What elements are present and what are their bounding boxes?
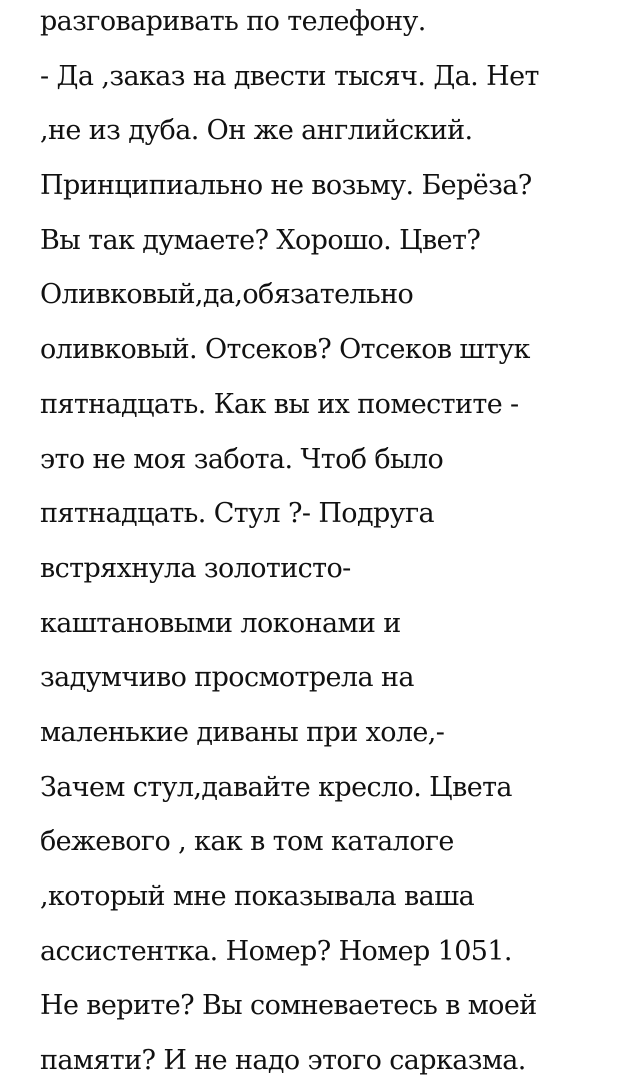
text-line: каштановыми локонами и <box>40 607 401 639</box>
text-line: пятнадцать. Как вы их поместите - <box>40 388 519 420</box>
text-line: - Да ,заказ на двести тысяч. Да. Нет <box>40 60 539 92</box>
text-line: встряхнула золотисто- <box>40 552 351 584</box>
text-line: Не верите? Вы сомневаетесь в моей <box>40 990 537 1022</box>
text-line: ,который мне показывала ваша <box>40 881 475 912</box>
text-line: Вы так думаете? Хорошо. Цвет? <box>40 224 481 256</box>
text-line: Принципиально не возьму. Берёза? <box>40 170 532 202</box>
text-line: оливковый. Отсеков? Отсеков штук <box>40 334 530 366</box>
text-line: Оливковый,да,обязательно <box>40 279 414 311</box>
text-line: маленькие диваны при холе,- <box>40 716 445 748</box>
text-line: ,не из дуба. Он же английский. <box>40 115 473 147</box>
text-body <box>40 0 630 1089</box>
text-line: задумчиво просмотрела на <box>40 662 414 694</box>
text-line: памяти? И не надо этого сарказма. <box>40 1045 526 1077</box>
text-line: разговаривать по телефону. <box>40 6 426 37</box>
text-line: Зачем стул,давайте кресло. Цвета <box>40 771 512 803</box>
text-line: пятнадцать. Стул ?- Подруга <box>40 498 434 530</box>
text-line: ассистентка. Номер? Номер 1051. <box>40 935 512 967</box>
text-line: это не моя забота. Чтоб было <box>40 443 444 475</box>
text-line: бежевого , как в том каталоге <box>40 826 454 858</box>
